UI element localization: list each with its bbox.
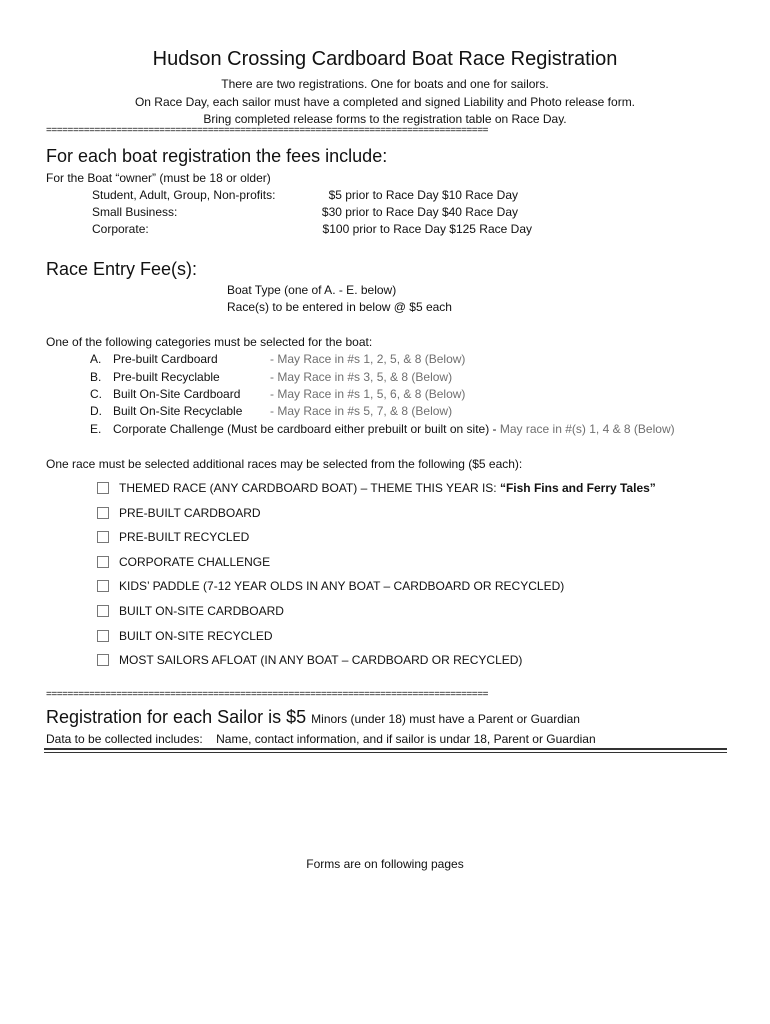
category-note: - May Race in #s 1, 2, 5, & 8 (Below) xyxy=(270,352,466,366)
minors-note: Minors (under 18) must have a Parent or Guardian xyxy=(311,712,580,726)
fee-row-label: Small Business: xyxy=(92,205,178,219)
fee-row-amount: $5 prior to Race Day $10 Race Day xyxy=(328,188,518,202)
race-entry-line-2: Race(s) to be entered in below @ $5 each xyxy=(227,300,452,314)
fee-row-label: Student, Adult, Group, Non-profits: xyxy=(92,188,276,202)
theme-name: “Fish Fins and Ferry Tales” xyxy=(499,481,656,495)
race-checkbox[interactable] xyxy=(97,482,109,494)
page-title: Hudson Crossing Cardboard Boat Race Registration xyxy=(152,48,618,70)
race-entry-line-1: Boat Type (one of A. - E. below) xyxy=(227,283,397,297)
category-letter: A. xyxy=(90,352,102,366)
race-label: BUILT ON-SITE CARDBOARD xyxy=(119,604,284,618)
race-label: PRE-BUILT RECYCLED xyxy=(119,530,250,544)
sailor-registration xyxy=(46,707,580,728)
boat-fees-heading: For each boat registration the fees include: xyxy=(46,146,388,166)
owner-note: For the Boat “owner” (must be 18 or older) xyxy=(46,171,271,185)
category-name: Pre-built Cardboard xyxy=(113,352,218,366)
race-checkbox[interactable] xyxy=(97,605,109,617)
divider-bottom: ================================================================================== xyxy=(46,689,488,700)
race-checkbox[interactable] xyxy=(97,580,109,592)
themed-race-label: THEMED RACE (ANY CARDBOARD BOAT) – THEME THIS YEAR IS: xyxy=(119,481,497,495)
category-letter: B. xyxy=(90,370,102,384)
fee-row-amount: $30 prior to Race Day $40 Race Day xyxy=(321,205,518,219)
intro-text xyxy=(0,76,770,129)
intro-line-3: Bring completed release forms to the registration table on Race Day. xyxy=(203,112,567,126)
race-checkbox[interactable] xyxy=(97,630,109,642)
divider-top: ================================================================================== xyxy=(46,125,488,136)
sailor-heading: Registration for each Sailor is $5 xyxy=(46,707,307,727)
category-note: May race in #(s) 1, 4 & 8 (Below) xyxy=(499,422,675,436)
race-label xyxy=(119,481,656,495)
separator-line xyxy=(44,752,727,753)
category-note: - May Race in #s 5, 7, & 8 (Below) xyxy=(270,404,453,418)
separator-line xyxy=(44,748,727,750)
race-label: MOST SAILORS AFLOAT (IN ANY BOAT – CARDBOARD OR RECYCLED) xyxy=(119,653,523,667)
race-label: PRE-BUILT CARDBOARD xyxy=(119,506,261,520)
fee-row-label: Corporate: xyxy=(92,222,149,236)
category-e-name: Corporate Challenge (Must be cardboard either prebuilt or built on site) - xyxy=(113,422,497,436)
races-intro: One race must be selected additional races may be selected from the following ($5 each): xyxy=(46,457,523,471)
race-checkbox[interactable] xyxy=(97,507,109,519)
fee-row xyxy=(92,188,532,205)
data-value: Name, contact information, and if sailor is undar 18, Parent or Guardian xyxy=(216,732,596,746)
race-label: CORPORATE CHALLENGE xyxy=(119,555,271,569)
category-letter: E. xyxy=(90,422,102,436)
fee-row xyxy=(92,222,532,239)
footer-note: Forms are on following pages xyxy=(306,857,464,871)
race-entry-heading: Race Entry Fee(s): xyxy=(46,259,198,279)
race-label: BUILT ON-SITE RECYCLED xyxy=(119,629,273,643)
data-label: Data to be collected includes: xyxy=(46,732,203,746)
intro-line-2: On Race Day, each sailor must have a completed and signed Liability and Photo release form. xyxy=(134,94,636,109)
fee-row xyxy=(92,205,532,222)
category-name xyxy=(113,422,675,436)
race-checkbox[interactable] xyxy=(97,556,109,568)
category-letter: C. xyxy=(90,387,102,401)
category-note: - May Race in #s 3, 5, & 8 (Below) xyxy=(270,370,453,384)
categories-intro: One of the following categories must be selected for the boat: xyxy=(46,335,373,349)
fee-row-amount: $100 prior to Race Day $125 Race Day xyxy=(322,222,532,236)
race-checkbox[interactable] xyxy=(97,531,109,543)
intro-line-1: There are two registrations. One for boats and one for sailors. xyxy=(221,77,549,91)
category-name: Pre-built Recyclable xyxy=(113,370,220,384)
race-label: KIDS’ PADDLE (7-12 YEAR OLDS IN ANY BOAT – CARDBOARD OR RECYCLED) xyxy=(119,579,565,593)
sailor-data-line xyxy=(46,732,596,746)
category-name: Built On-Site Cardboard xyxy=(113,387,241,401)
category-letter: D. xyxy=(90,404,102,418)
category-note: - May Race in #s 1, 5, 6, & 8 (Below) xyxy=(270,387,466,401)
race-checkbox[interactable] xyxy=(97,654,109,666)
category-name: Built On-Site Recyclable xyxy=(113,404,243,418)
